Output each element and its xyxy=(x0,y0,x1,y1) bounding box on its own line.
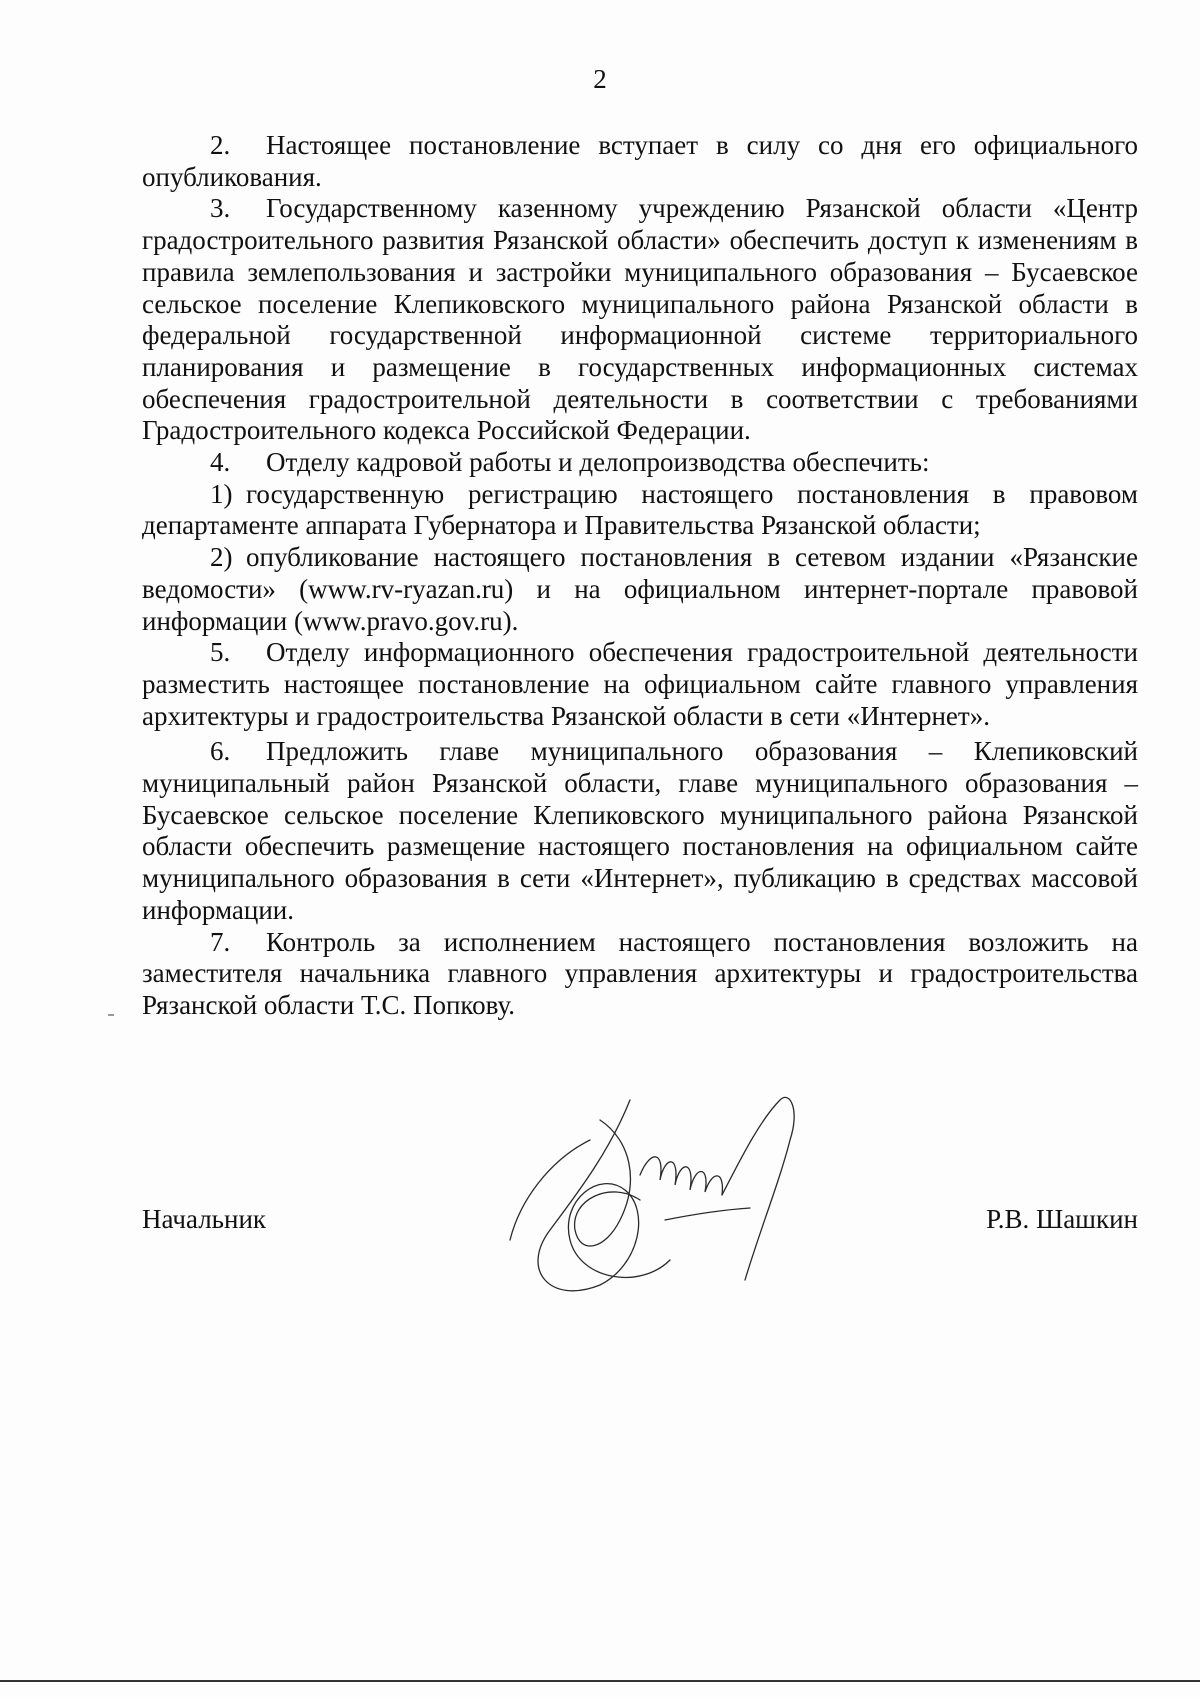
scan-edge-line xyxy=(0,1680,1200,1682)
paragraph-number: 6. xyxy=(210,736,231,767)
paragraph-7 xyxy=(142,927,1138,1022)
page-number: 2 xyxy=(593,64,607,94)
document-body xyxy=(142,130,1138,1022)
subparagraph-number: 1) xyxy=(210,478,233,509)
subparagraph-number: 2) xyxy=(210,542,233,573)
paragraph-text: Настоящее постановление вступает в силу со дня его официального опубликования. xyxy=(142,130,1138,192)
paragraph-text: Контроль за исполнением настоящего постановления возложить на заместителя начальника главного управления архитектуры и градостроительства Рязанской области Т.С. Попкову. xyxy=(142,926,1138,1020)
subparagraph-1 xyxy=(142,479,1138,542)
signature-block xyxy=(142,1204,1138,1244)
signatory-name: Р.В. Шашкин xyxy=(986,1204,1138,1234)
paragraph-number: 2. xyxy=(210,130,231,160)
paragraph-text: государственную регистрацию настоящего постановления в правовом департаменте аппарата Губернатора и Правительства Рязанской области; xyxy=(142,478,1138,541)
paragraph-text: Отделу кадровой работы и делопроизводства обеспечить: xyxy=(266,447,930,478)
paragraph-number: 7. xyxy=(210,926,231,957)
paragraph-number: 4. xyxy=(210,447,231,478)
signatory-title: Начальник xyxy=(142,1204,267,1234)
paragraph-3 xyxy=(142,193,1138,447)
paragraph-text: Государственному казенному учреждению Рязанской области «Центр градостроительного развития Рязанской области» обеспечить доступ к изменениям в правила землепользования и застройки муниципального образования – Бусаевское сельское поселение Клепиковского муниципального района Рязанской области в федеральной государственной информационной системе территориального планирования и размещение в государственных информационных системах обеспечения градостроительной деятельности в соответствии с требованиями Градостроительного кодекса Российской Федерации. xyxy=(142,193,1138,446)
paragraph-5 xyxy=(142,637,1138,732)
paragraph-text: Отделу информационного обеспечения градостроительной деятельности разместить настоящее постановление на официальном сайте главного управления архитектуры и градостроительства Рязанской области в сети «Интернет». xyxy=(142,637,1138,731)
scan-mark xyxy=(108,1014,114,1016)
paragraph-number: 5. xyxy=(210,637,231,668)
subparagraph-2 xyxy=(142,542,1138,637)
paragraph-text: Предложить главе муниципального образования – Клепиковский муниципальный район Рязанской области, главе муниципального образования – Бусаевское сельское поселение Клепиковского муниципального района Рязанской области обеспечить размещение настоящего постановления на официальном сайте муниципального образования в сети «Интернет», публикацию в средствах массовой информации. xyxy=(142,736,1138,925)
paragraph-6 xyxy=(142,736,1138,926)
paragraph-number: 3. xyxy=(210,193,231,224)
paragraph-text: опубликование настоящего постановления в сетевом издании «Рязанские ведомости» (www.rv-ryazan.ru) и на официальном интернет-портале правовой информации (www.pravo.gov.ru). xyxy=(142,542,1138,636)
paragraph-4 xyxy=(142,447,1138,479)
handwritten-signature xyxy=(490,1080,890,1310)
paragraph-2 xyxy=(142,130,1138,193)
